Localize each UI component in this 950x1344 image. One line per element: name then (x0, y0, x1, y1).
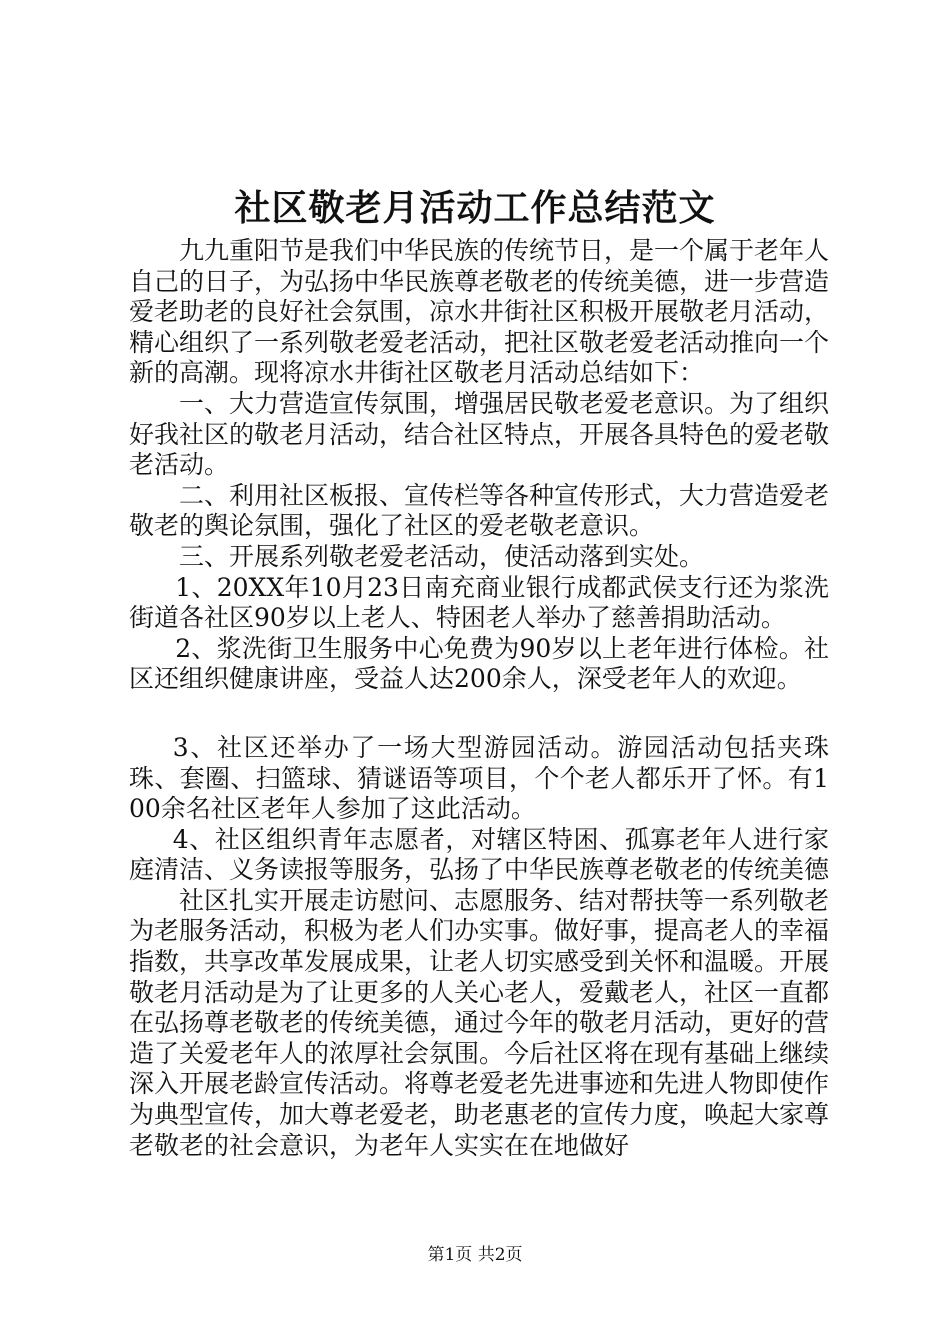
paragraph-section-1: 一、大力营造宣传氛围，增强居民敬老爱老意识。为了组织好我社区的敬老月活动，结合社区特点，开展各具特色的爱老敬老活动。 (129, 388, 830, 480)
paragraph-section-2: 二、利用社区板报、宣传栏等各种宣传形式，大力营造爱老敬老的舆论氛围，强化了社区的爱老敬老意识。 (129, 480, 830, 541)
paragraph-item-2: 2、浆洗街卫生服务中心免费为90岁以上老年进行体检。社区还组织健康讲座，受益人达200余人，深受老年人的欢迎。 (129, 633, 829, 694)
paragraph-section-3: 三、开展系列敬老爱老活动，使活动落到实处。 (179, 541, 705, 571)
paragraph-gap (129, 695, 829, 733)
document-body (129, 236, 829, 1161)
document-title: 社区敬老月活动工作总结范文 (234, 187, 716, 229)
paragraph-conclusion: 社区扎实开展走访慰问、志愿服务、结对帮扶等一系列敬老为老服务活动，积极为老人们办实事。做好事，提高老人的幸福指数，共享改革发展成果，让老人切实感受到关怀和温暖。开展敬老月活动是为了让更多的人关心老人，爱戴老人，社区一直都在弘扬尊老敬老的传统美德，通过今年的敬老月活动，更好的营造了关爱老年人的浓厚社会氛围。今后社区将在现有基础上继续深入开展老龄宣传活动。将尊老爱老先进事迹和先进人物即使作为典型宣传，加大尊老爱老，助老惠老的宣传力度，唤起大家尊老敬老的社会意识，为老年人实实在在地做好 (129, 885, 830, 1160)
paragraph-intro: 九九重阳节是我们中华民族的传统节日，是一个属于老年人自己的日子，为弘扬中华民族尊老敬老的传统美德，进一步营造爱老助老的良好社会氛围，凉水井街社区积极开展敬老月活动，精心组织了一系列敬老爱老活动，把社区敬老爱老活动推向一个新的高潮。现将凉水井街社区敬老月活动总结如下： (129, 236, 830, 388)
paragraph-item-1: 1、20XX年10月23日南充商业银行成都武侯支行还为浆洗街道各社区90岁以上老人、特困老人举办了慈善捐助活动。 (129, 572, 829, 633)
paragraph-item-4: 4、社区组织青年志愿者，对辖区特困、孤寡老年人进行家庭清洁、义务读报等服务，弘扬了中华民族尊老敬老的传统美德 (129, 824, 830, 885)
page-number-footer: 第1页 共2页 (427, 1245, 523, 1265)
paragraph-item-3: 3、社区还举办了一场大型游园活动。游园活动包括夹珠珠、套圈、扫篮球、猜谜语等项目，个个老人都乐开了怀。有100余名社区老年人参加了这此活动。 (129, 732, 829, 824)
